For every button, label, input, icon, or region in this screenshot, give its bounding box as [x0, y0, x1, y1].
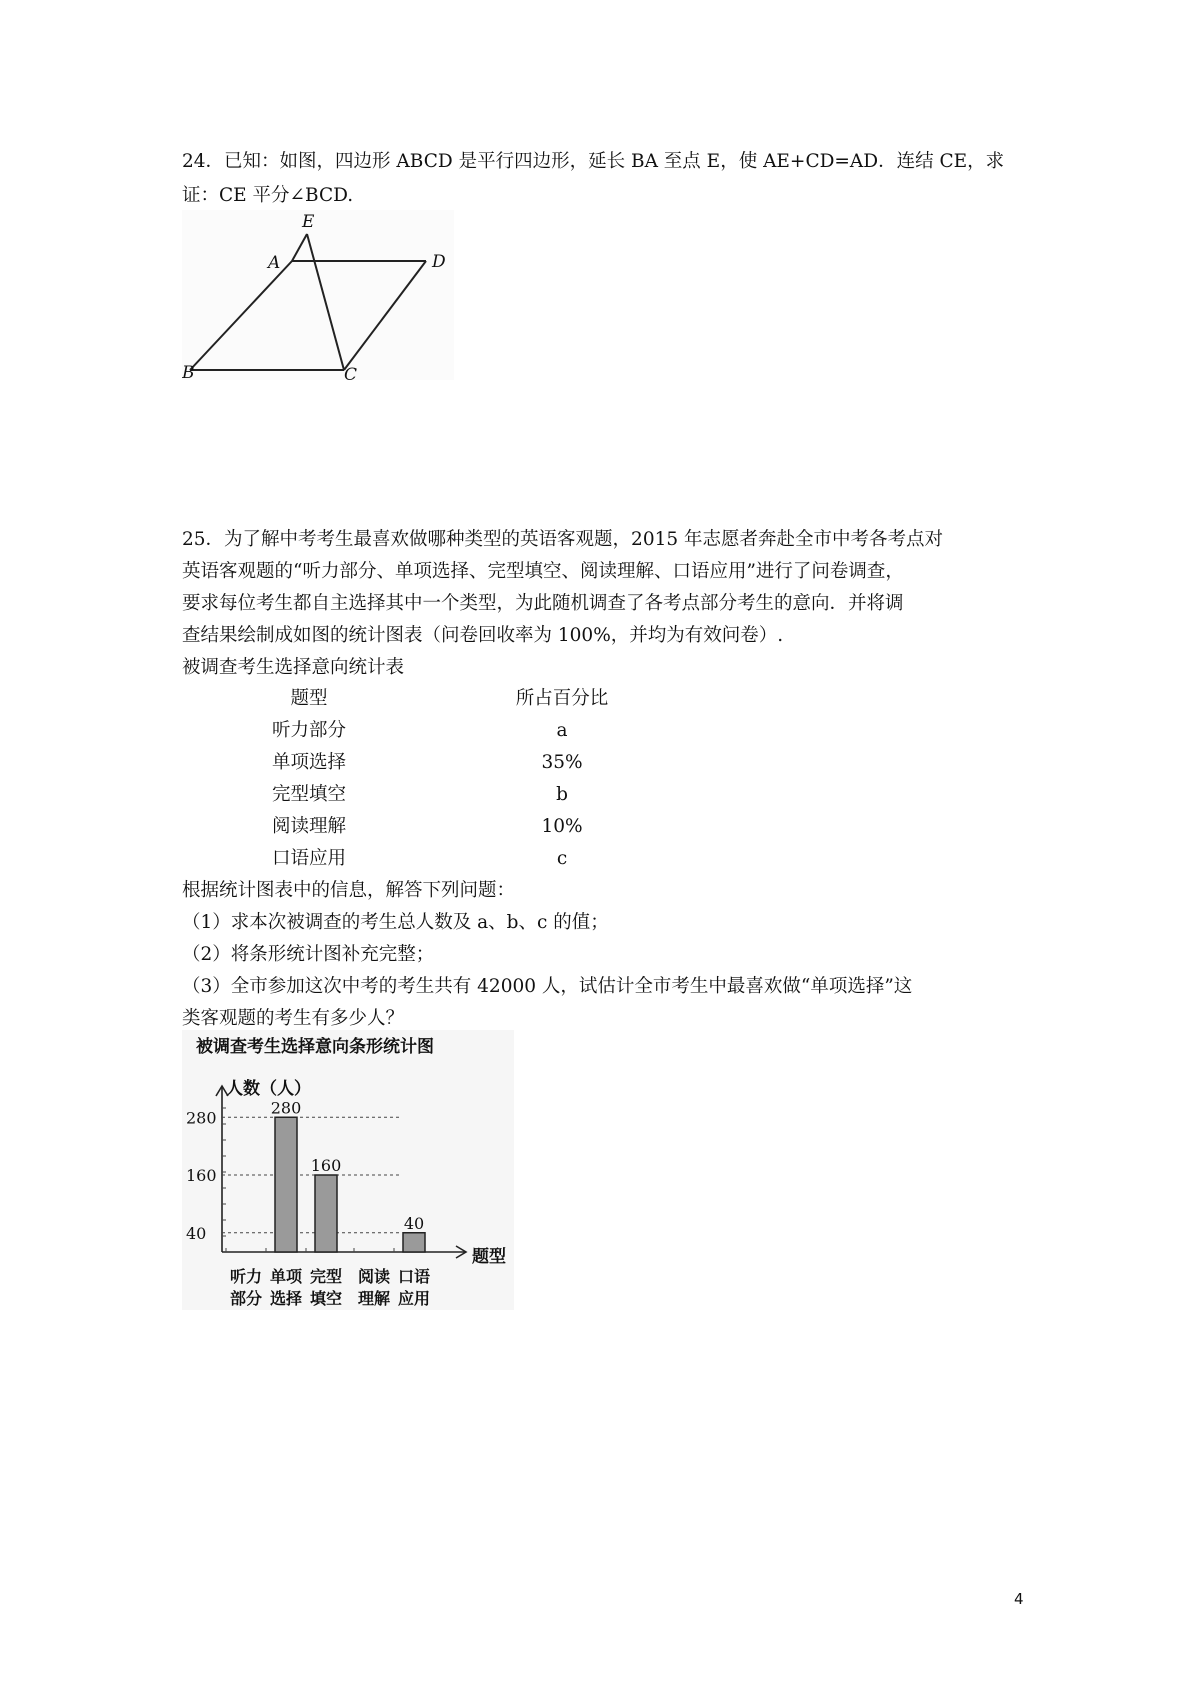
- question-part-2: （2）将条形统计图补充完整；: [182, 944, 435, 965]
- table-header: 所占百分比: [515, 688, 609, 709]
- x-tick-label: 阅读: [357, 1267, 391, 1286]
- q25-line-2: 英语客观题的“听力部分、单项选择、完型填空、阅读理解、口语应用”进行了问卷调查，: [182, 561, 904, 582]
- table-header-row: [182, 683, 682, 715]
- x-tick-label: 听力: [229, 1267, 263, 1286]
- table-cell-type: 完型填空: [271, 784, 346, 805]
- label-d: D: [432, 252, 446, 272]
- table-cell-percent: b: [556, 784, 568, 805]
- table-cell-percent: c: [556, 848, 568, 869]
- label-e: E: [302, 212, 315, 232]
- table-cell-type: 阅读理解: [271, 816, 346, 837]
- x-tick-label: 完型: [309, 1267, 343, 1286]
- label-b: B: [182, 363, 195, 380]
- table-row: [182, 715, 682, 747]
- bar-chart: [182, 1030, 514, 1310]
- segment-ba: [190, 261, 292, 370]
- x-tick-label: 应用: [397, 1289, 431, 1308]
- data-label: 40: [403, 1213, 425, 1233]
- table-row: [182, 843, 682, 875]
- q24-line-2: 证：CE 平分∠BCD.: [182, 185, 354, 206]
- bar: [403, 1233, 425, 1252]
- chart-title: 被调查考生选择意向条形统计图: [196, 1037, 434, 1057]
- x-axis-label: 题型: [472, 1247, 506, 1267]
- table-cell-percent: 10%: [541, 816, 583, 837]
- q25-line-3: 要求每位考生都自主选择其中一个类型，为此随机调查了各考点部分考生的意向．并将调: [182, 593, 904, 614]
- y-tick-label: 40: [186, 1223, 207, 1243]
- bar: [275, 1117, 297, 1252]
- segment-ae: [292, 234, 307, 261]
- q25-line-1: 25．为了解中考考生最喜欢做哪种类型的英语客观题，2015 年志愿者奔赴全市中考各考点对: [182, 529, 944, 550]
- bar: [315, 1175, 337, 1252]
- data-label: 280: [270, 1098, 302, 1118]
- table-cell-type: 单项选择: [271, 752, 346, 773]
- table-cell-percent: a: [556, 720, 568, 741]
- q25-line-4: 查结果绘制成如图的统计图表（问卷回收率为 100%，并均为有效问卷）.: [182, 625, 784, 646]
- y-tick-label: 160: [186, 1166, 217, 1185]
- x-tick-label: 口语: [397, 1267, 431, 1286]
- label-c: C: [344, 365, 358, 380]
- table-row: [182, 747, 682, 779]
- y-axis-label: 人数（人）: [226, 1079, 311, 1099]
- table-cell-type: 听力部分: [271, 720, 346, 741]
- table-caption: 被调查考生选择意向统计表: [182, 657, 405, 678]
- x-tick-label: 填空: [309, 1289, 343, 1308]
- table-cell-percent: 35%: [541, 752, 583, 773]
- table-row: [182, 811, 682, 843]
- instructions-line: 根据统计图表中的信息，解答下列问题：: [182, 880, 516, 901]
- label-a: A: [268, 253, 281, 273]
- table-header: 题型: [290, 688, 328, 709]
- table-row: [182, 779, 682, 811]
- question-part-3-cont: 类客观题的考生有多少人？: [182, 1008, 405, 1029]
- table-cell-type: 口语应用: [271, 848, 346, 869]
- x-tick-label: 选择: [269, 1289, 303, 1308]
- x-tick-label: 单项: [269, 1267, 303, 1286]
- question-part-3: （3）全市参加这次中考的考生共有 42000 人，试估计全市考生中最喜欢做“单项选择”这: [182, 976, 913, 997]
- segment-ec: [307, 234, 344, 370]
- q24-line-1: 24．已知：如图，四边形 ABCD 是平行四边形，延长 BA 至点 E，使 AE+CD=AD．连结 CE，求: [182, 151, 1005, 172]
- x-tick-label: 理解: [357, 1289, 391, 1308]
- x-tick-label: 部分: [229, 1289, 263, 1308]
- data-label: 160: [310, 1156, 342, 1175]
- parallelogram-figure: [182, 210, 454, 380]
- page-number: 4: [1014, 1590, 1024, 1608]
- segment-dc: [344, 261, 426, 370]
- question-part-1: （1）求本次被调查的考生总人数及 a、b、c 的值；: [182, 912, 609, 933]
- y-tick-label: 280: [186, 1108, 217, 1128]
